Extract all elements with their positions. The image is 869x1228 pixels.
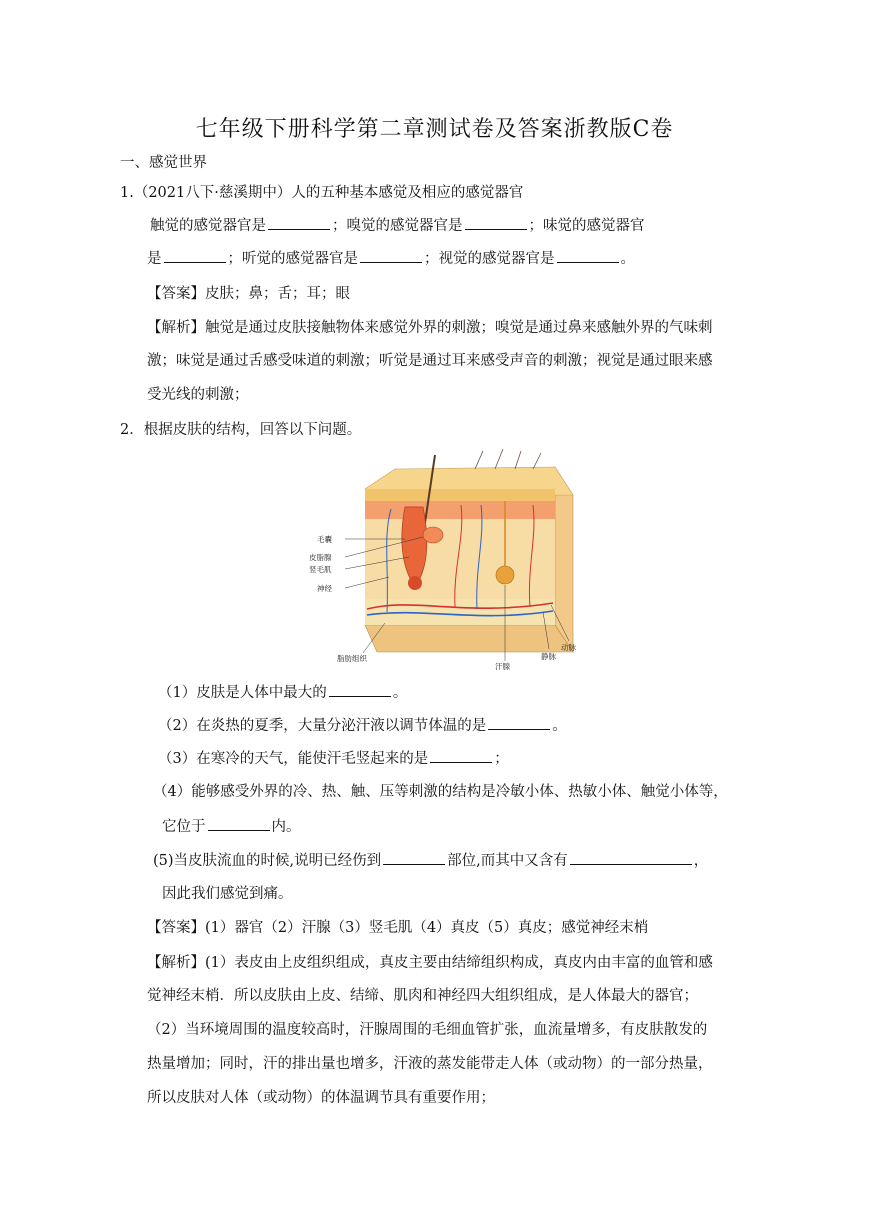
- q2-text: 。: [392, 685, 408, 701]
- q2-sub1: [158, 682, 407, 703]
- q2-text: 。: [552, 718, 567, 734]
- q1-text: ；听觉的感觉器官是: [227, 251, 358, 267]
- fat-layer: [365, 599, 555, 625]
- answer-blank: [430, 748, 492, 763]
- q2-analysis: 热量增加；同时，汗的排出量也增多，汗液的蒸发能带走人体（或动物）的一部分热量，: [147, 1056, 713, 1072]
- hair-shaft: [515, 451, 521, 469]
- q2-text: ；: [494, 751, 509, 767]
- q1-text: 。: [620, 251, 635, 267]
- q2-text: 内。: [271, 819, 301, 835]
- hair-shaft: [533, 453, 541, 469]
- q2-text: （3）在寒冷的天气，能使汗毛竖起来的是: [158, 751, 429, 767]
- answer-blank: [329, 682, 391, 697]
- q2-answer: 【答案】(1）器官（2）汗腺（3）竖毛肌（4）真皮（5）真皮；感觉神经末梢: [147, 920, 649, 936]
- q2-analysis: （2）当环境周围的温度较高时，汗腺周围的毛细血管扩张，血流量增多，有皮肤散发的: [147, 1022, 708, 1038]
- q2-text: （2）在炎热的夏季，大量分泌汗液以调节体温的是: [158, 718, 487, 734]
- sweat-gland: [496, 566, 514, 584]
- answer-blank: [360, 248, 422, 263]
- label-artery: 动脉: [561, 643, 576, 652]
- q2-sub5-cont: 因此我们感觉到痛。: [162, 886, 293, 902]
- q2-analysis: 【解析】(1）表皮由上皮组织组成，真皮主要由结缔组织构成，真皮内由丰富的血管和感: [147, 955, 713, 971]
- q1-stem: 1.（2021八下·慈溪期中）人的五种基本感觉及相应的感觉器官: [120, 185, 524, 201]
- sebaceous-gland: [423, 527, 443, 543]
- answer-blank: [557, 248, 619, 263]
- label-fat-tissue: 脂肪组织: [337, 654, 367, 663]
- answer-blank: [383, 850, 445, 865]
- answer-blank: [268, 215, 330, 230]
- q1-answer: 【答案】皮肤；鼻；舌；耳；眼: [147, 286, 350, 302]
- q1-analysis: 激；味觉是通过舌感受味道的刺激；听觉是通过耳来感受声音的刺激；视觉是通过眼来感: [147, 353, 713, 369]
- label-hair-follicle: 毛囊: [317, 535, 332, 544]
- document-title: 七年级下册科学第二章测试卷及答案浙教版C卷: [195, 117, 674, 142]
- skin-structure-diagram: [305, 447, 585, 671]
- dermis-layer: [365, 519, 555, 599]
- label-sebaceous-gland: 皮脂腺: [309, 553, 332, 562]
- hair-shaft: [475, 451, 483, 469]
- answer-blank: [465, 215, 527, 230]
- q2-analysis: 所以皮肤对人体（或动物）的体温调节具有重要作用；: [147, 1090, 495, 1106]
- q2-analysis: 觉神经末梢．所以皮肤由上皮、结缔、肌肉和神经四大组织组成，是人体最大的器官；: [147, 988, 698, 1004]
- q1-analysis: 受光线的刺激；: [147, 387, 249, 403]
- label-sweat-gland: 汗腺: [495, 662, 510, 671]
- q1-line1: [150, 215, 645, 236]
- epidermis-layer: [365, 489, 555, 501]
- q2-sub3: [158, 748, 509, 769]
- q2-sub5: [153, 850, 708, 871]
- q1-analysis: 【解析】触觉是通过皮肤接触物体来感觉外界的刺激；嗅觉是通过鼻来感触外界的气味刺: [147, 320, 713, 336]
- q2-stem: 2．根据皮肤的结构，回答以下问题。: [120, 422, 362, 438]
- section-heading: 一、感觉世界: [120, 155, 207, 171]
- q1-text: ；视觉的感觉器官是: [424, 251, 555, 267]
- q2-text: (5)当皮肤流血的时候,说明已经伤到: [153, 853, 382, 869]
- q2-sub4: （4）能够感受外界的冷、热、触、压等刺激的结构是冷敏小体、热敏小体、触觉小体等，: [153, 784, 728, 800]
- label-arrector-muscle: 竖毛肌: [309, 565, 332, 574]
- skin-bottom-face: [365, 625, 573, 652]
- q1-text: ；嗅觉的感觉器官是: [332, 218, 463, 234]
- label-vein: 静脉: [541, 652, 556, 661]
- answer-blank: [488, 715, 550, 730]
- dermis-upper: [365, 501, 555, 519]
- q1-text: 触觉的感觉器官是: [150, 218, 266, 234]
- answer-blank: [208, 816, 270, 831]
- q2-text: ，: [693, 853, 709, 869]
- q2-sub4-cont: [162, 816, 301, 837]
- q1-text: 是: [147, 251, 162, 267]
- q2-text: 部位,而其中又含有: [447, 853, 568, 869]
- q1-text: ；味觉的感觉器官: [528, 218, 645, 234]
- q2-text: （1）皮肤是人体中最大的: [158, 685, 327, 701]
- hair-bulb: [408, 576, 422, 590]
- label-nerve: 神经: [317, 584, 332, 593]
- answer-blank: [570, 850, 692, 865]
- q2-sub2: [158, 715, 567, 736]
- answer-blank: [164, 248, 226, 263]
- q1-line2: [147, 248, 635, 269]
- hair-shaft: [495, 449, 503, 469]
- q2-text: 它位于: [162, 819, 206, 835]
